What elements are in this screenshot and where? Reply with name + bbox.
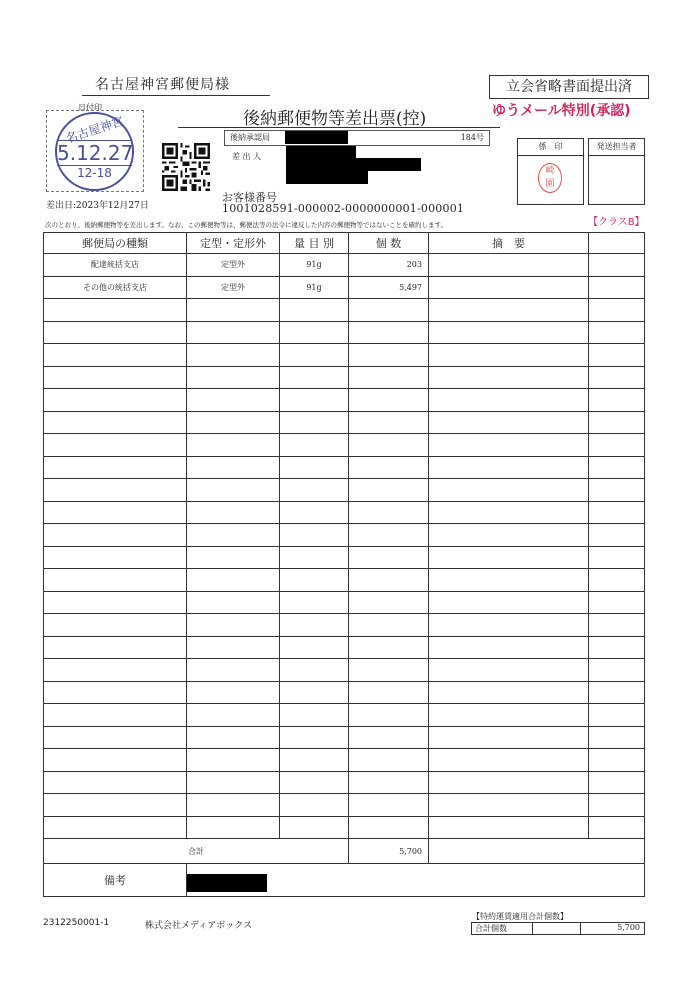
table-cell: [280, 614, 349, 637]
shipper-label: 発送担当者: [589, 139, 644, 156]
table-cell: [187, 434, 280, 457]
table-cell: 5,497: [349, 276, 429, 299]
table-cell: [187, 816, 280, 839]
table-cell: [349, 659, 429, 682]
table-cell: [187, 704, 280, 727]
table-cell: [429, 704, 589, 727]
table-cell: [187, 569, 280, 592]
table-cell: [349, 726, 429, 749]
table-cell: [280, 411, 349, 434]
table-row: [44, 479, 645, 502]
class-label: 【クラスB】: [588, 217, 645, 228]
table-cell: [280, 344, 349, 367]
table-cell: [429, 524, 589, 547]
table-cell: [589, 366, 645, 389]
table-cell: [44, 524, 187, 547]
table-cell: [429, 726, 589, 749]
table-cell: [280, 794, 349, 817]
table-row: [44, 816, 645, 839]
table-cell: [280, 816, 349, 839]
table-cell: [280, 771, 349, 794]
document-title: 後納郵便物等差出票(控): [243, 109, 427, 129]
table-row: [44, 411, 645, 434]
special-rate-box: [471, 922, 645, 935]
table-cell: [187, 614, 280, 637]
table-cell: [44, 591, 187, 614]
table-row: [44, 771, 645, 794]
table-cell: [187, 524, 280, 547]
table-row: [44, 456, 645, 479]
divider: [82, 95, 270, 96]
table-cell: [429, 681, 589, 704]
name-seal-stamp: 崎 園: [538, 163, 562, 193]
table-cell: [429, 344, 589, 367]
table-cell: その他の統括支店: [44, 276, 187, 299]
approval-office-box: [224, 130, 490, 146]
table-cell: [44, 434, 187, 457]
table-cell: [429, 569, 589, 592]
table-cell: [280, 749, 349, 772]
table-cell: [429, 276, 589, 299]
table-cell: [589, 299, 645, 322]
title-underline: [178, 127, 500, 128]
table-cell: [187, 659, 280, 682]
table-cell: [280, 389, 349, 412]
redaction-bar: [187, 874, 268, 892]
table-cell: [349, 344, 429, 367]
table-cell: [589, 524, 645, 547]
table-row: [44, 299, 645, 322]
total-count-label: 合計個数: [475, 924, 507, 933]
table-row: [44, 569, 645, 592]
total-value: 5,700: [349, 839, 429, 864]
table-cell: [187, 389, 280, 412]
table-row: [44, 366, 645, 389]
total-row: [44, 839, 645, 864]
table-row: [44, 636, 645, 659]
table-cell: [280, 546, 349, 569]
table-cell: [589, 636, 645, 659]
staff-stamp-label: 係 印: [518, 139, 583, 156]
table-cell: [349, 524, 429, 547]
table-cell: [44, 344, 187, 367]
table-cell: [429, 434, 589, 457]
table-cell: [349, 501, 429, 524]
table-row: [44, 389, 645, 412]
table-cell: 91g: [280, 254, 349, 277]
table-cell: [187, 726, 280, 749]
table-cell: [349, 434, 429, 457]
table-cell: [429, 794, 589, 817]
table-cell: [589, 479, 645, 502]
column-header: 個 数: [349, 233, 429, 254]
table-cell: [589, 614, 645, 637]
document-code: 2312250001-1: [43, 918, 110, 928]
table-cell: [44, 366, 187, 389]
table-cell: 91g: [280, 276, 349, 299]
table-cell: [280, 299, 349, 322]
table-cell: [187, 299, 280, 322]
table-row: [44, 344, 645, 367]
divider: [532, 923, 533, 934]
table-cell: [589, 276, 645, 299]
table-row: [44, 726, 645, 749]
postmark-stamp: [55, 112, 134, 191]
table-cell: [429, 771, 589, 794]
table-cell: [589, 389, 645, 412]
table-cell: [44, 681, 187, 704]
table-cell: [429, 591, 589, 614]
table-cell: [429, 366, 589, 389]
table-cell: [44, 479, 187, 502]
table-cell: [349, 389, 429, 412]
redaction-bar: [286, 146, 356, 158]
table-cell: 定型外: [187, 254, 280, 277]
table-header-row: [44, 233, 645, 254]
postmark-date: 5.12.27: [57, 141, 134, 165]
table-cell: [187, 546, 280, 569]
table-cell: 定型外: [187, 276, 280, 299]
remarks-value: [187, 864, 645, 897]
table-cell: [589, 794, 645, 817]
table-row: [44, 614, 645, 637]
staff-stamp-box: [517, 138, 584, 205]
column-header: [589, 233, 645, 254]
shipment-table: [43, 232, 645, 897]
table-row: [44, 524, 645, 547]
table-cell: [429, 816, 589, 839]
table-row: [44, 591, 645, 614]
company-name: 株式会社メディアボックス: [145, 921, 253, 931]
table-cell: [349, 771, 429, 794]
table-cell: [44, 659, 187, 682]
column-header: 定型・定形外: [187, 233, 280, 254]
table-cell: [429, 749, 589, 772]
table-cell: [349, 794, 429, 817]
table-cell: [429, 636, 589, 659]
table-cell: [44, 411, 187, 434]
table-cell: [589, 704, 645, 727]
table-cell: [44, 501, 187, 524]
table-cell: [429, 456, 589, 479]
table-cell: [44, 389, 187, 412]
qr-code-icon: [162, 143, 210, 191]
table-row: [44, 546, 645, 569]
table-cell: [429, 546, 589, 569]
table-cell: [589, 771, 645, 794]
table-cell: [349, 614, 429, 637]
table-row: [44, 681, 645, 704]
sender-label: 差 出 人: [232, 152, 262, 161]
total-count-value: 5,700: [617, 923, 640, 932]
table-cell: [280, 569, 349, 592]
column-header: 量 目 別: [280, 233, 349, 254]
table-cell: [280, 726, 349, 749]
redaction-bar: [286, 158, 421, 171]
table-cell: [187, 411, 280, 434]
approval-office-label: 後納承認局: [230, 133, 270, 142]
table-row: [44, 749, 645, 772]
table-cell: [44, 704, 187, 727]
postmark-office: 名古屋神宮: [63, 114, 126, 146]
table-cell: [187, 681, 280, 704]
table-cell: [349, 816, 429, 839]
table-cell: [187, 794, 280, 817]
table-row: [44, 276, 645, 299]
redaction-bar: [285, 131, 348, 144]
table-cell: [429, 411, 589, 434]
shipper-box: [588, 138, 645, 205]
table-cell: [349, 456, 429, 479]
table-cell: [589, 344, 645, 367]
approved-box: 立会省略書面提出済: [489, 75, 649, 99]
table-cell: [187, 456, 280, 479]
total-blank: [429, 839, 645, 864]
table-cell: [589, 411, 645, 434]
table-cell: [280, 524, 349, 547]
table-cell: [429, 501, 589, 524]
table-cell: 203: [349, 254, 429, 277]
table-cell: [187, 771, 280, 794]
table-cell: [187, 479, 280, 502]
table-cell: [589, 501, 645, 524]
table-cell: [44, 299, 187, 322]
table-row: [44, 321, 645, 344]
table-cell: [589, 569, 645, 592]
table-cell: [44, 321, 187, 344]
table-cell: [280, 636, 349, 659]
table-row: [44, 434, 645, 457]
table-cell: [589, 659, 645, 682]
declaration-notice: 次のとおり、後納郵便物等を差出します。なお、この郵便物等は、郵便法等の法令に違反した内容の郵便物等ではないことを確約します。: [45, 221, 447, 229]
table-cell: [429, 299, 589, 322]
table-cell: [349, 321, 429, 344]
postmark-time: 12-18: [77, 166, 112, 180]
table-cell: [589, 321, 645, 344]
table-cell: [280, 321, 349, 344]
submit-date: 差出日:2023年12月27日: [46, 201, 149, 211]
yu-mail-special-label: ゆうメール特別(承認): [492, 103, 631, 119]
table-cell: [349, 636, 429, 659]
table-cell: [349, 299, 429, 322]
table-cell: [589, 546, 645, 569]
special-rate-title: 【特約運賃適用合計個数】: [472, 912, 568, 921]
table-cell: [589, 434, 645, 457]
table-cell: [589, 749, 645, 772]
column-header: 摘 要: [429, 233, 589, 254]
date-stamp-label: 日付印: [78, 103, 102, 112]
table-cell: [187, 749, 280, 772]
table-cell: [187, 344, 280, 367]
table-cell: [589, 254, 645, 277]
table-cell: [429, 321, 589, 344]
table-cell: [44, 546, 187, 569]
remarks-row: [44, 864, 645, 897]
table-cell: [280, 591, 349, 614]
table-cell: [44, 794, 187, 817]
table-cell: [429, 389, 589, 412]
table-cell: [349, 546, 429, 569]
table-cell: [187, 366, 280, 389]
table-cell: [349, 479, 429, 502]
table-cell: [589, 681, 645, 704]
table-cell: [187, 321, 280, 344]
table-cell: [349, 366, 429, 389]
table-cell: [44, 569, 187, 592]
table-cell: [589, 591, 645, 614]
table-cell: [589, 726, 645, 749]
table-cell: [589, 816, 645, 839]
table-cell: [429, 659, 589, 682]
table-cell: [44, 636, 187, 659]
remarks-label: 備考: [44, 864, 187, 897]
table-cell: [349, 569, 429, 592]
table-cell: [349, 749, 429, 772]
table-row: [44, 704, 645, 727]
table-cell: [280, 501, 349, 524]
divider: [580, 923, 581, 934]
table-cell: [349, 704, 429, 727]
table-cell: [349, 591, 429, 614]
table-cell: [44, 726, 187, 749]
table-row: [44, 794, 645, 817]
table-cell: 配達統括支店: [44, 254, 187, 277]
table-row: [44, 659, 645, 682]
customer-number-label: お客様番号: [222, 191, 277, 204]
table-cell: [280, 704, 349, 727]
table-cell: [280, 659, 349, 682]
table-cell: [44, 771, 187, 794]
column-header: 郵便局の種類: [44, 233, 187, 254]
table-cell: [429, 479, 589, 502]
table-cell: [280, 681, 349, 704]
post-office-name: 名古屋神宮郵便局様: [95, 77, 230, 93]
table-cell: [187, 591, 280, 614]
table-row: [44, 501, 645, 524]
table-cell: [44, 456, 187, 479]
customer-number: 1001028591-000002-0000000001-000001: [222, 202, 465, 215]
table-cell: [44, 816, 187, 839]
table-cell: [349, 411, 429, 434]
table-row: [44, 254, 645, 277]
table-cell: [280, 456, 349, 479]
table-cell: [429, 614, 589, 637]
redaction-bar: [286, 171, 368, 184]
table-cell: [187, 636, 280, 659]
table-cell: [187, 501, 280, 524]
table-cell: [280, 479, 349, 502]
approval-number: 184号: [460, 133, 484, 142]
table-cell: [429, 254, 589, 277]
table-cell: [44, 614, 187, 637]
total-label: 合計: [44, 839, 349, 864]
table-cell: [280, 366, 349, 389]
table-cell: [349, 681, 429, 704]
table-cell: [280, 434, 349, 457]
table-cell: [589, 456, 645, 479]
table-cell: [44, 749, 187, 772]
